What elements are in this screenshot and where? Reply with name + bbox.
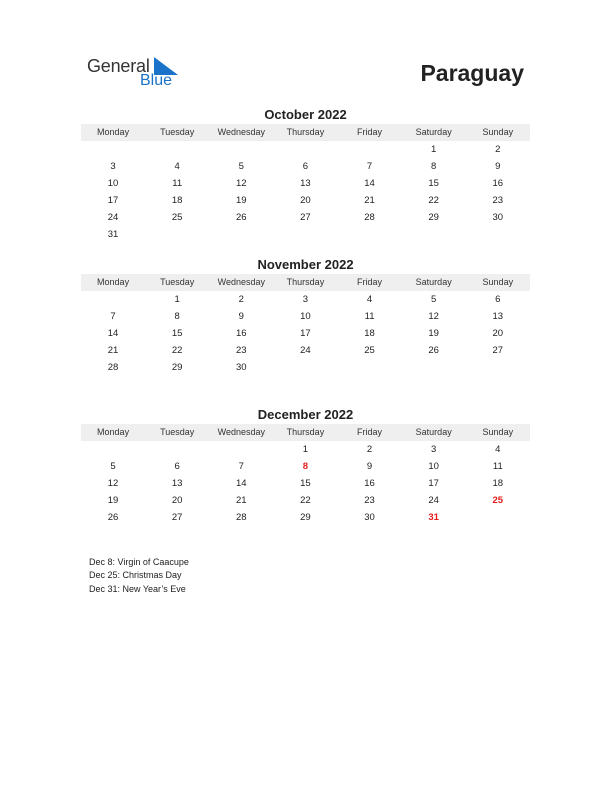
day-cell: 25 bbox=[364, 345, 375, 356]
weeks bbox=[81, 441, 530, 526]
day-cell: 24 bbox=[107, 212, 119, 223]
day-cell: 23 bbox=[364, 495, 375, 506]
day-cell: 30 bbox=[236, 362, 247, 373]
day-cell: 8 bbox=[431, 161, 437, 172]
day-cell: 3 bbox=[302, 294, 309, 305]
day-cell: 5 bbox=[110, 461, 116, 472]
day-cell: 16 bbox=[364, 478, 375, 489]
day-cell: 9 bbox=[495, 161, 501, 172]
weekday-label: Tuesday bbox=[160, 277, 195, 287]
day-cell: 9 bbox=[366, 461, 373, 472]
day-cell: 20 bbox=[492, 328, 504, 339]
day-cell: 12 bbox=[107, 478, 119, 489]
weekday-header bbox=[81, 124, 530, 141]
empty-day-cell bbox=[273, 226, 337, 243]
day-cell: 15 bbox=[171, 328, 183, 339]
week-row bbox=[81, 325, 530, 342]
day-cell: 13 bbox=[171, 478, 183, 489]
week-row bbox=[81, 342, 530, 359]
empty-day-cell bbox=[338, 141, 402, 158]
day-cell: 27 bbox=[300, 212, 311, 223]
empty-day-cell bbox=[338, 359, 402, 376]
day-cell: 2 bbox=[366, 444, 373, 455]
week-row bbox=[81, 158, 530, 175]
day-cell: 20 bbox=[171, 495, 183, 506]
week-row bbox=[81, 475, 530, 492]
day-cell: 22 bbox=[171, 345, 183, 356]
day-cell: 5 bbox=[238, 161, 244, 172]
day-cell: 26 bbox=[236, 212, 247, 223]
empty-day-cell bbox=[338, 226, 402, 243]
weekday-label: Saturday bbox=[415, 427, 452, 437]
day-cell: 2 bbox=[495, 144, 501, 155]
logo-word-blue: Blue bbox=[140, 72, 173, 89]
month-title: November 2022 bbox=[257, 257, 354, 272]
day-cell: 13 bbox=[300, 178, 311, 189]
day-cell: 16 bbox=[236, 328, 247, 339]
weekday-label: Monday bbox=[97, 127, 130, 137]
day-cell: 14 bbox=[364, 178, 375, 189]
weekday-label: Tuesday bbox=[160, 427, 195, 437]
generalblue-logo bbox=[87, 54, 197, 94]
weekday-label: Thursday bbox=[286, 277, 325, 287]
day-cell: 28 bbox=[236, 512, 247, 523]
day-cell: 4 bbox=[366, 294, 373, 305]
weekday-label: Friday bbox=[357, 127, 383, 137]
day-cell: 10 bbox=[300, 311, 311, 322]
week-row bbox=[81, 192, 530, 209]
day-cell: 8 bbox=[302, 461, 309, 472]
day-cell: 11 bbox=[492, 461, 503, 472]
day-cell: 25 bbox=[492, 495, 504, 506]
weekday-header bbox=[81, 424, 530, 441]
week-row bbox=[81, 441, 530, 458]
day-cell: 1 bbox=[174, 294, 180, 305]
empty-day-cell bbox=[145, 141, 209, 158]
day-cell: 29 bbox=[171, 362, 183, 373]
empty-day-cell bbox=[209, 441, 273, 458]
day-cell: 18 bbox=[171, 195, 183, 206]
month-october-2022 bbox=[81, 106, 530, 243]
week-row bbox=[81, 492, 530, 509]
month-title: October 2022 bbox=[264, 107, 347, 122]
day-cell: 1 bbox=[431, 144, 437, 155]
weeks bbox=[81, 141, 530, 243]
day-cell: 9 bbox=[238, 311, 244, 322]
day-cell: 4 bbox=[174, 161, 180, 172]
weekday-label: Friday bbox=[357, 427, 383, 437]
weekday-label: Saturday bbox=[415, 277, 452, 287]
day-cell: 30 bbox=[364, 512, 375, 523]
weekday-label: Wednesday bbox=[217, 127, 265, 137]
day-cell: 15 bbox=[300, 478, 311, 489]
day-cell: 27 bbox=[492, 345, 504, 356]
day-cell: 6 bbox=[174, 461, 180, 472]
day-cell: 23 bbox=[492, 195, 504, 206]
weekday-label: Sunday bbox=[482, 277, 514, 287]
day-cell: 28 bbox=[364, 212, 375, 223]
day-cell: 6 bbox=[302, 161, 309, 172]
day-cell: 21 bbox=[364, 195, 375, 206]
day-cell: 10 bbox=[107, 178, 119, 189]
day-cell: 17 bbox=[428, 478, 439, 489]
day-cell: 11 bbox=[364, 311, 375, 322]
day-cell: 18 bbox=[364, 328, 375, 339]
week-row bbox=[81, 226, 530, 243]
day-cell: 10 bbox=[428, 461, 439, 472]
day-cell: 20 bbox=[300, 195, 311, 206]
month-december-2022 bbox=[81, 406, 530, 526]
day-cell: 25 bbox=[171, 212, 183, 223]
weekday-label: Friday bbox=[357, 277, 383, 287]
empty-day-cell bbox=[81, 441, 145, 458]
empty-day-cell bbox=[209, 141, 273, 158]
month-november-2022 bbox=[81, 256, 530, 376]
day-cell: 31 bbox=[107, 229, 119, 240]
weekday-label: Saturday bbox=[415, 127, 452, 137]
day-cell: 23 bbox=[236, 345, 247, 356]
week-row bbox=[81, 175, 530, 192]
day-cell: 15 bbox=[428, 178, 439, 189]
day-cell: 11 bbox=[172, 178, 183, 189]
weekday-label: Sunday bbox=[482, 127, 514, 137]
empty-day-cell bbox=[402, 359, 466, 376]
day-cell: 17 bbox=[300, 328, 311, 339]
day-cell: 19 bbox=[107, 495, 119, 506]
day-cell: 14 bbox=[236, 478, 247, 489]
day-cell: 26 bbox=[428, 345, 439, 356]
weekday-label: Thursday bbox=[286, 127, 325, 137]
day-cell: 5 bbox=[431, 294, 437, 305]
day-cell: 12 bbox=[236, 178, 247, 189]
empty-day-cell bbox=[466, 509, 530, 526]
day-cell: 28 bbox=[107, 362, 119, 373]
holiday-note: Dec 25: Christmas Day bbox=[89, 570, 182, 581]
weekday-label: Wednesday bbox=[217, 277, 265, 287]
day-cell: 18 bbox=[492, 478, 504, 489]
weekday-label: Thursday bbox=[286, 427, 325, 437]
empty-day-cell bbox=[145, 441, 209, 458]
day-cell: 17 bbox=[107, 195, 119, 206]
empty-day-cell bbox=[466, 359, 530, 376]
day-cell: 7 bbox=[110, 311, 116, 322]
day-cell: 12 bbox=[428, 311, 439, 322]
day-cell: 13 bbox=[492, 311, 504, 322]
week-row bbox=[81, 308, 530, 325]
day-cell: 26 bbox=[107, 512, 119, 523]
month-title: December 2022 bbox=[257, 407, 354, 422]
day-cell: 4 bbox=[495, 444, 501, 455]
day-cell: 24 bbox=[300, 345, 311, 356]
day-cell: 2 bbox=[238, 294, 244, 305]
week-row bbox=[81, 509, 530, 526]
weekday-label: Monday bbox=[97, 277, 130, 287]
day-cell: 30 bbox=[492, 212, 504, 223]
empty-day-cell bbox=[466, 226, 530, 243]
day-cell: 31 bbox=[428, 512, 439, 523]
logo-word-general: General bbox=[87, 56, 150, 76]
weekday-label: Tuesday bbox=[160, 127, 195, 137]
day-cell: 22 bbox=[300, 495, 311, 506]
week-row bbox=[81, 209, 530, 226]
empty-day-cell bbox=[81, 141, 145, 158]
day-cell: 7 bbox=[238, 461, 244, 472]
week-row bbox=[81, 291, 530, 308]
day-cell: 22 bbox=[428, 195, 439, 206]
day-cell: 16 bbox=[492, 178, 504, 189]
empty-day-cell bbox=[209, 226, 273, 243]
day-cell: 1 bbox=[302, 444, 309, 455]
holiday-note: Dec 8: Virgin of Caacupe bbox=[89, 557, 189, 567]
day-cell: 8 bbox=[174, 311, 180, 322]
week-row bbox=[81, 141, 530, 158]
weeks bbox=[81, 291, 530, 376]
day-cell: 19 bbox=[428, 328, 439, 339]
day-cell: 19 bbox=[236, 195, 247, 206]
empty-day-cell bbox=[402, 226, 466, 243]
day-cell: 3 bbox=[110, 161, 116, 172]
holiday-note: Dec 31: New Year’s Eve bbox=[89, 583, 186, 594]
day-cell: 6 bbox=[495, 294, 501, 305]
day-cell: 7 bbox=[366, 161, 373, 172]
day-cell: 29 bbox=[300, 512, 311, 523]
country-title: Paraguay bbox=[420, 60, 524, 86]
empty-day-cell bbox=[81, 291, 145, 308]
week-row bbox=[81, 359, 530, 376]
weekday-label: Wednesday bbox=[217, 427, 265, 437]
weekday-label: Sunday bbox=[482, 427, 514, 437]
day-cell: 21 bbox=[107, 345, 119, 356]
empty-day-cell bbox=[273, 359, 337, 376]
week-row bbox=[81, 458, 530, 475]
day-cell: 24 bbox=[428, 495, 439, 506]
weekday-label: Monday bbox=[97, 427, 130, 437]
day-cell: 3 bbox=[431, 444, 437, 455]
day-cell: 29 bbox=[428, 212, 439, 223]
weekday-header bbox=[81, 274, 530, 291]
day-cell: 21 bbox=[236, 495, 247, 506]
empty-day-cell bbox=[145, 226, 209, 243]
day-cell: 27 bbox=[171, 512, 183, 523]
day-cell: 14 bbox=[107, 328, 119, 339]
empty-day-cell bbox=[273, 141, 337, 158]
holiday-notes bbox=[89, 556, 189, 596]
